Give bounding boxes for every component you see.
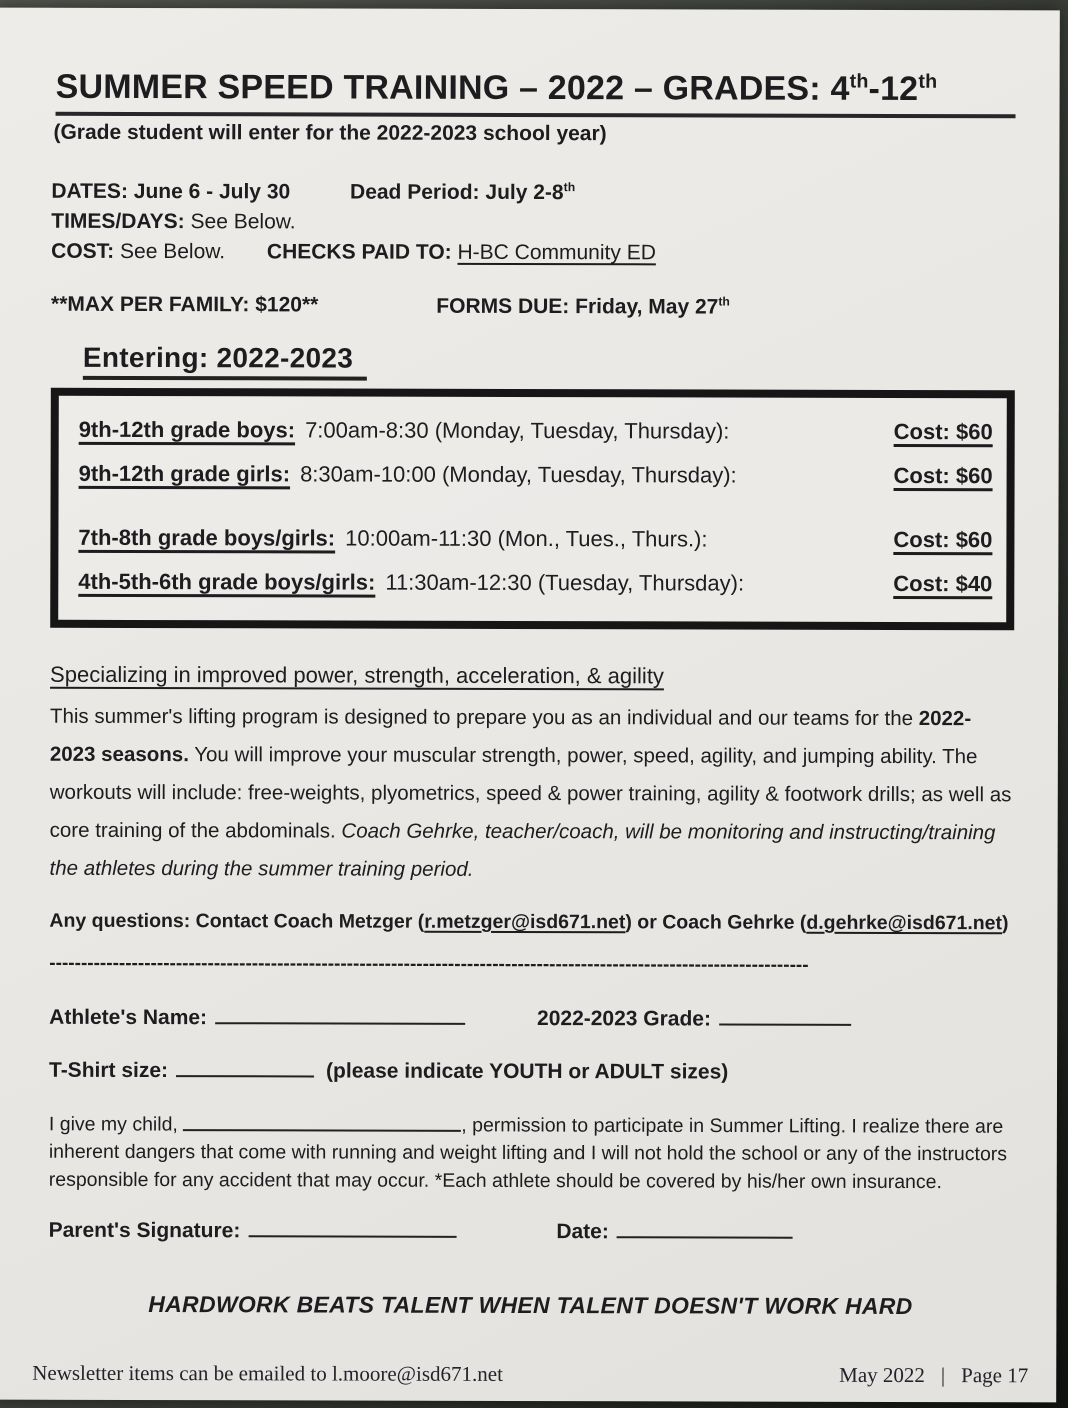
schedule-group: 7th-8th grade boys/girls: xyxy=(78,524,336,551)
permission-paragraph xyxy=(49,1109,1013,1197)
program-text-start: This summer's lifting program is designed to prepare you as an individual and our teams for the xyxy=(49,704,919,731)
tshirt-blank xyxy=(176,1054,314,1077)
schedule-group: 9th-12th grade girls: xyxy=(78,460,291,487)
dead-period-value: July 2-8th xyxy=(485,180,576,205)
schedule-row-9-12-girls xyxy=(79,452,993,498)
checks-paid-to-value: H-BC Community ED xyxy=(457,240,656,265)
forms-due-label: FORMS DUE: xyxy=(436,294,570,319)
footer-newsletter-note: Newsletter items can be emailed to l.moore@isd671.net xyxy=(32,1360,503,1386)
schedule-row-4-5-6 xyxy=(78,560,992,606)
page-subtitle: (Grade student will enter for the 2022-2023 school year) xyxy=(53,120,607,146)
program-text-middle: You will improve your muscular strength, power, speed, agility, and jumping ability. The workouts will include: free-weights, plyometrics, speed & power training, agility & footwork drills; as well as core training of the abdominals. xyxy=(49,743,1012,843)
email-metzger: r.metzger@isd671.net xyxy=(424,910,626,934)
dates-line xyxy=(51,171,1015,210)
tshirt-row xyxy=(49,1054,1013,1086)
cost-value: See Below. xyxy=(119,239,226,264)
contact-prefix: Any questions: Contact Coach Metzger ( xyxy=(49,909,425,933)
max-family-line xyxy=(51,293,1015,321)
schedule-box xyxy=(50,388,1015,631)
contact-middle: ) or Coach Gehrke ( xyxy=(625,911,807,934)
dates-value: June 6 - July 30 xyxy=(133,179,291,204)
schedule-cost: Cost: $60 xyxy=(893,462,993,489)
dates-label: DATES: xyxy=(51,179,128,203)
newsletter-page xyxy=(0,8,1060,1403)
schedule-row-9-12-boys xyxy=(79,408,993,454)
footer-page-number: Page 17 xyxy=(961,1363,1029,1388)
cost-label: COST: xyxy=(51,239,115,263)
dashed-separator: ------------------------------------------------------------------------------------------------------------------------ xyxy=(49,952,809,976)
cost-line xyxy=(51,237,1015,270)
date-label: Date: xyxy=(556,1220,609,1244)
times-value: See Below. xyxy=(190,210,296,234)
tshirt-note: (please indicate YOUTH or ADULT sizes) xyxy=(326,1059,729,1084)
schedule-cost: Cost: $40 xyxy=(893,570,993,597)
specializing-heading: Specializing in improved power, strength, acceleration, & agility xyxy=(50,661,664,689)
times-line xyxy=(51,207,1015,240)
max-per-family: **MAX PER FAMILY: $120** xyxy=(51,292,319,317)
athlete-name-row xyxy=(49,1001,1013,1033)
dead-period-label: Dead Period: xyxy=(350,180,480,204)
parent-signature-blank xyxy=(248,1214,456,1238)
page-footer xyxy=(32,1361,1028,1389)
permission-text-start: I give my child, xyxy=(48,1113,184,1136)
date-blank xyxy=(617,1215,793,1238)
program-description xyxy=(50,698,1014,891)
title-superscript-th-2: th xyxy=(918,70,938,93)
schedule-cost: Cost: $60 xyxy=(893,526,993,553)
child-name-blank xyxy=(183,1109,461,1131)
schedule-time: 11:30am-12:30 (Tuesday, Thursday): xyxy=(385,569,745,596)
info-block xyxy=(51,171,1015,270)
schedule-time: 10:00am-11:30 (Mon., Tues., Thurs.): xyxy=(345,525,708,552)
schedule-time: 8:30am-10:00 (Monday, Tuesday, Thursday): xyxy=(300,461,737,488)
athlete-name-blank xyxy=(215,1001,465,1025)
footer-date: May 2022 xyxy=(839,1362,925,1388)
program-text-bold-seasons: 2022-2023 seasons. xyxy=(49,707,972,767)
forms-due-value: Friday, May 27 xyxy=(575,295,719,319)
athlete-name-label: Athlete's Name: xyxy=(49,1005,208,1030)
title-text: SUMMER SPEED TRAINING – 2022 – GRADES: 4 xyxy=(55,67,850,108)
parent-signature-label: Parent's Signature: xyxy=(48,1218,241,1243)
schedule-row-7-8 xyxy=(78,516,992,562)
signature-row xyxy=(49,1214,1013,1246)
title-superscript-th-1: th xyxy=(849,70,869,93)
schedule-group: 9th-12th grade boys: xyxy=(78,416,296,443)
grade-label: 2022-2023 Grade: xyxy=(537,1007,712,1031)
email-gehrke: d.gehrke@isd671.net xyxy=(806,911,1003,935)
contact-suffix: ) xyxy=(1002,912,1009,935)
schedule-time: 7:00am-8:30 (Monday, Tuesday, Thursday): xyxy=(305,417,730,444)
title-text-grades: -12 xyxy=(868,69,919,109)
times-label: TIMES/DAYS: xyxy=(51,209,185,234)
forms-due xyxy=(436,294,730,320)
motto: HARDWORK BEATS TALENT WHEN TALENT DOESN'T WORK HARD xyxy=(148,1291,913,1320)
page-content xyxy=(0,8,1060,1321)
schedule-group: 4th-5th-6th grade boys/girls: xyxy=(78,568,376,595)
footer-divider: | xyxy=(940,1363,946,1388)
schedule-cost: Cost: $60 xyxy=(893,418,993,445)
permission-text-rest: , permission to participate in Summer Lifting. I realize there are inherent dangers that come with running and weight lifting and I will not hold the school or any of the instructors responsible for any accident that may occur. *Each athlete should be covered by his/her own insurance. xyxy=(48,1114,1008,1193)
dead-period-superscript: th xyxy=(563,180,576,195)
entering-heading: Entering: 2022-2023 xyxy=(83,342,367,381)
grade-blank xyxy=(719,1003,851,1026)
footer-right xyxy=(839,1363,1028,1388)
tshirt-label: T-Shirt size: xyxy=(49,1058,169,1083)
program-text-italic-coach: Coach Gehrke, teacher/coach, will be monitoring and instructing/training the athletes during the summer training period. xyxy=(49,819,996,881)
forms-due-superscript: th xyxy=(718,294,730,309)
checks-paid-to-label: CHECKS PAID TO: xyxy=(266,240,452,264)
page-title xyxy=(56,68,1016,119)
contact-line xyxy=(49,910,1013,936)
